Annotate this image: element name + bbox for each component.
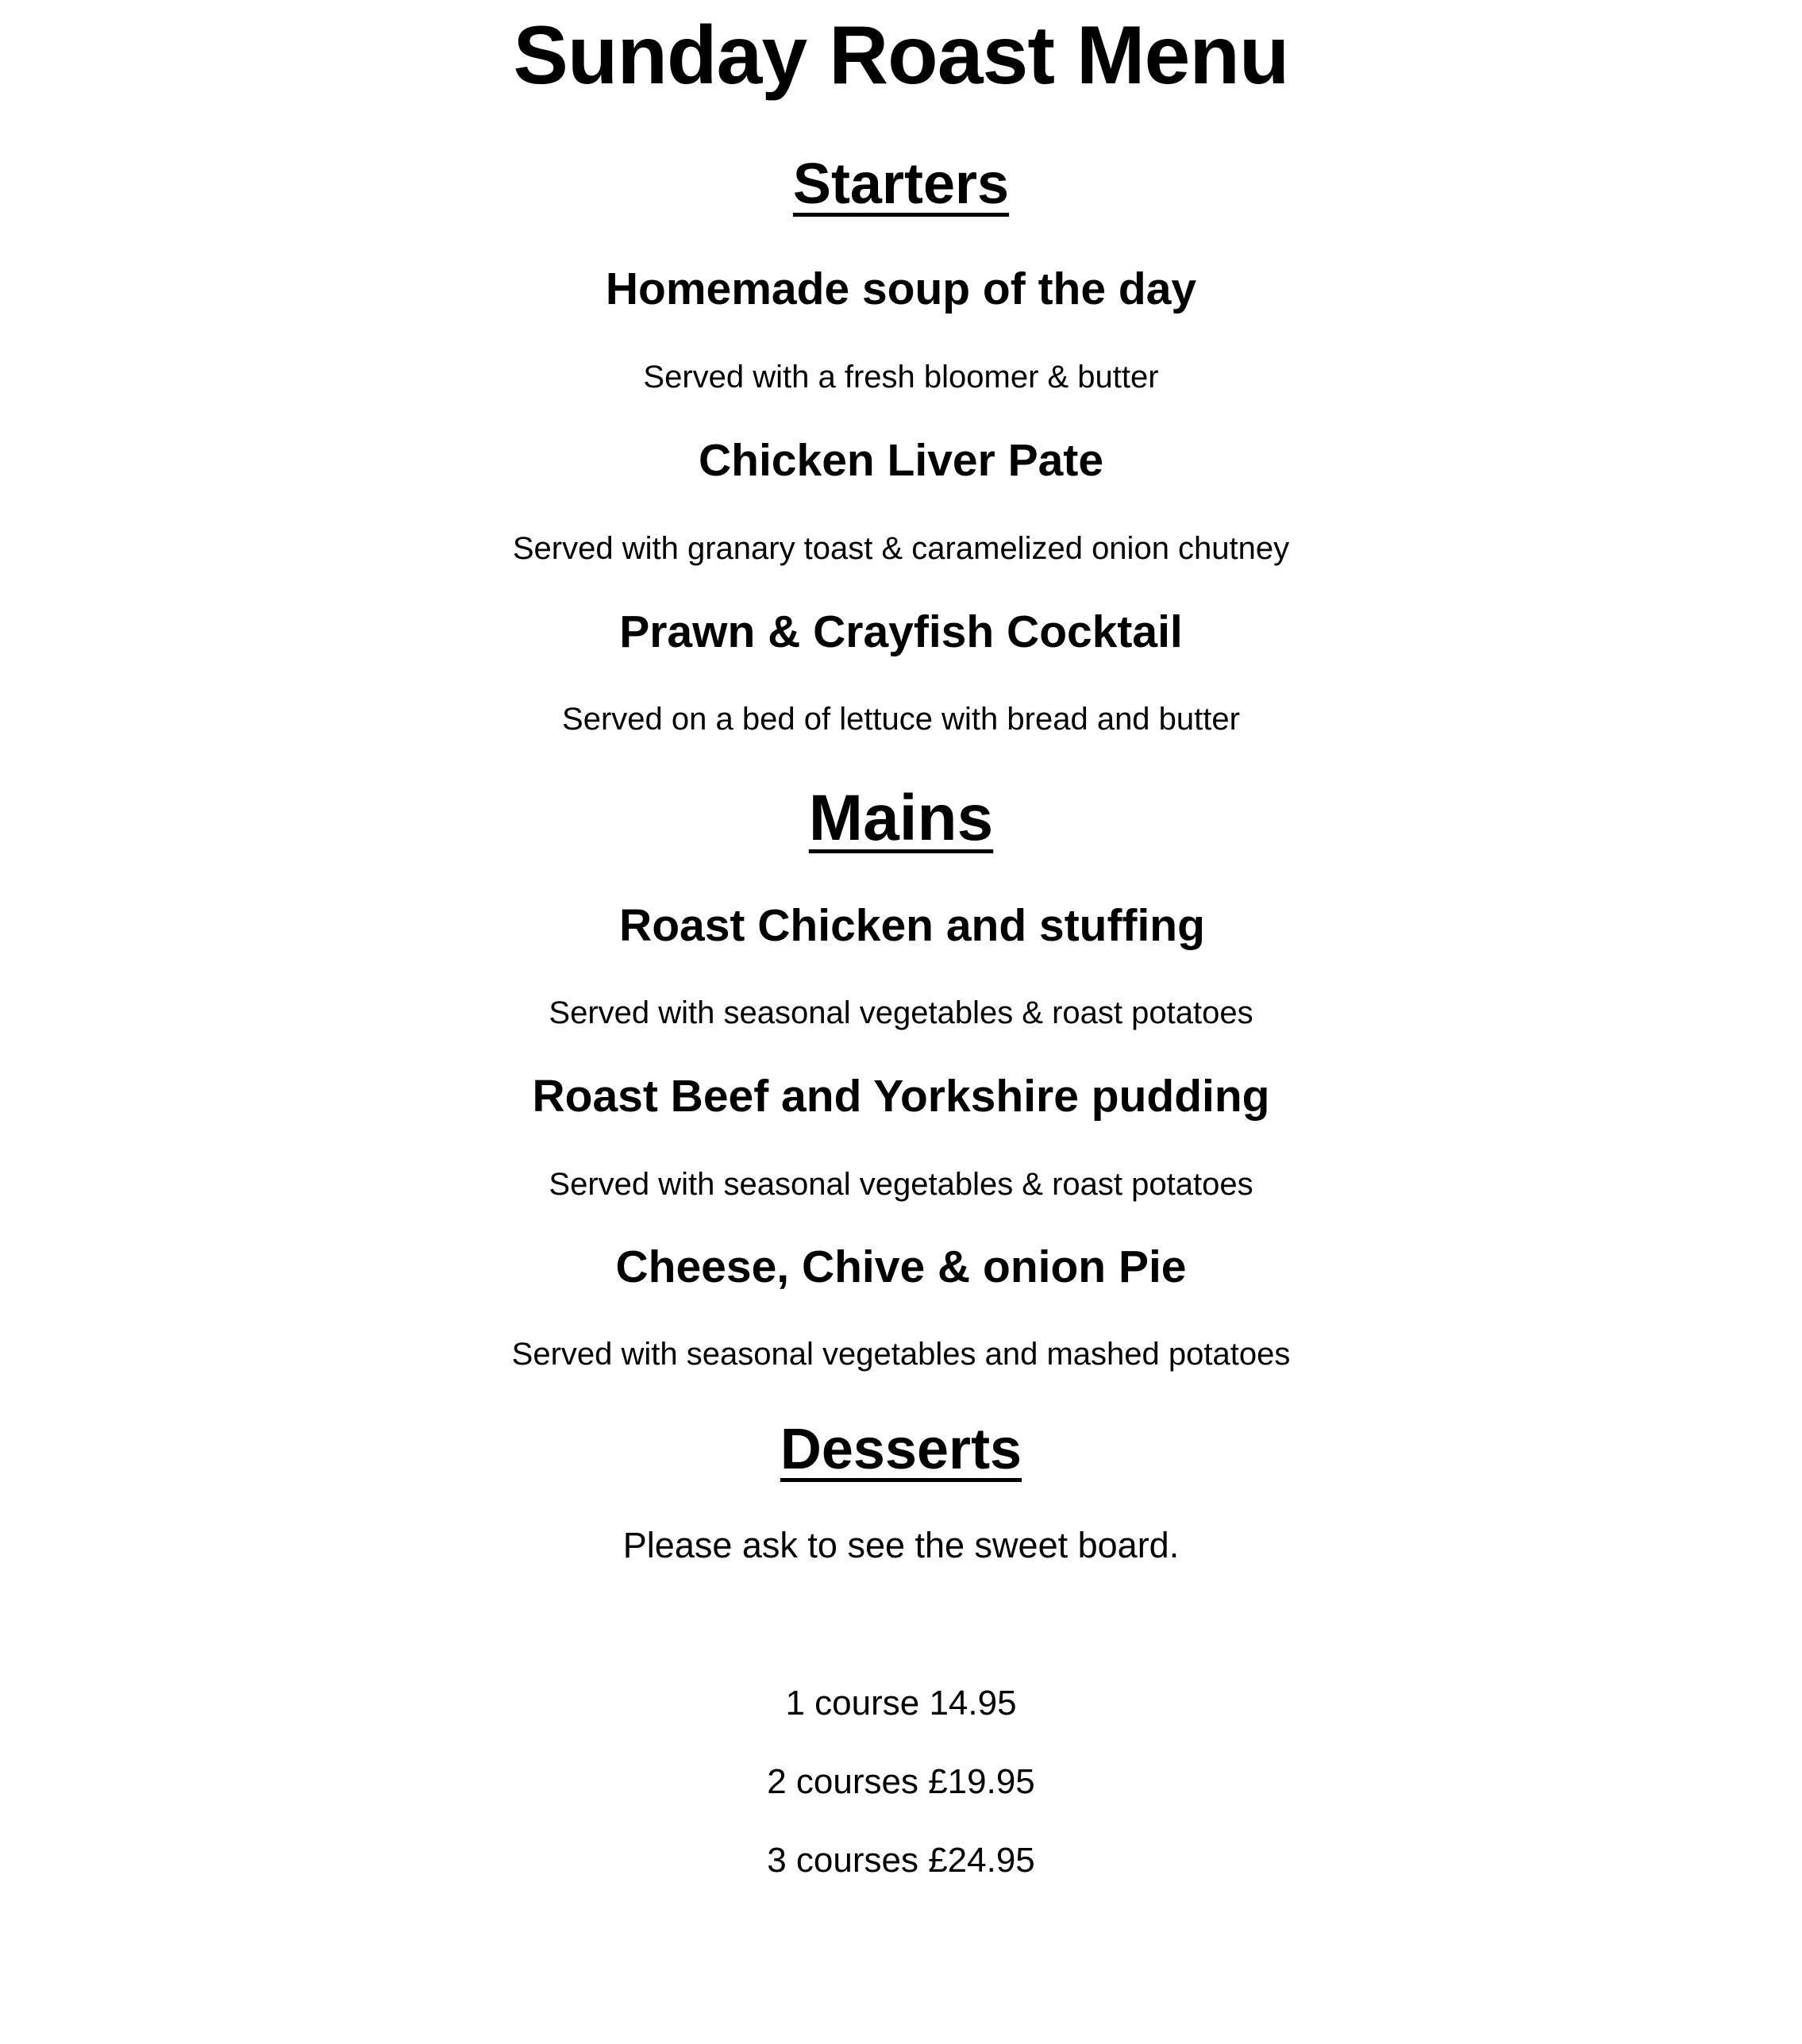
section-heading-mains: [0, 782, 1802, 854]
menu-item-description: Served with granary toast & caramelized onion chutney: [512, 531, 1290, 566]
price-two-courses: 2 courses £19.95: [767, 1762, 1035, 1801]
menu-item-description: Served on a bed of lettuce with bread and butter: [562, 702, 1240, 737]
menu-item-name: Roast Chicken and stuffing: [619, 900, 1205, 951]
menu-item-description: Served with seasonal vegetables & roast potatoes: [549, 995, 1253, 1030]
price-three-courses: 3 courses £24.95: [767, 1841, 1035, 1880]
menu-item-name: Roast Beef and Yorkshire pudding: [532, 1071, 1270, 1122]
starters-heading-text: Starters: [792, 152, 1010, 216]
menu-title: Sunday Roast Menu: [513, 10, 1289, 102]
menu-item-description: Served with seasonal vegetables and mashed potatoes: [511, 1337, 1291, 1372]
desserts-heading-text: Desserts: [780, 1418, 1022, 1481]
menu-item-description: Served with seasonal vegetables & roast potatoes: [549, 1167, 1253, 1202]
menu-item-description: Served with a fresh bloomer & butter: [643, 360, 1159, 395]
menu-item-name: Prawn & Crayfish Cocktail: [619, 606, 1183, 657]
desserts-note: Please ask to see the sweet board.: [622, 1525, 1180, 1565]
section-heading-starters: [0, 152, 1802, 216]
menu-item-name: Homemade soup of the day: [605, 264, 1197, 314]
section-heading-desserts: [0, 1418, 1802, 1481]
menu-item-name: Chicken Liver Pate: [698, 435, 1104, 486]
mains-heading-text: Mains: [808, 782, 994, 854]
price-one-course: 1 course 14.95: [785, 1684, 1017, 1723]
menu-item-name: Cheese, Chive & onion Pie: [615, 1241, 1187, 1292]
